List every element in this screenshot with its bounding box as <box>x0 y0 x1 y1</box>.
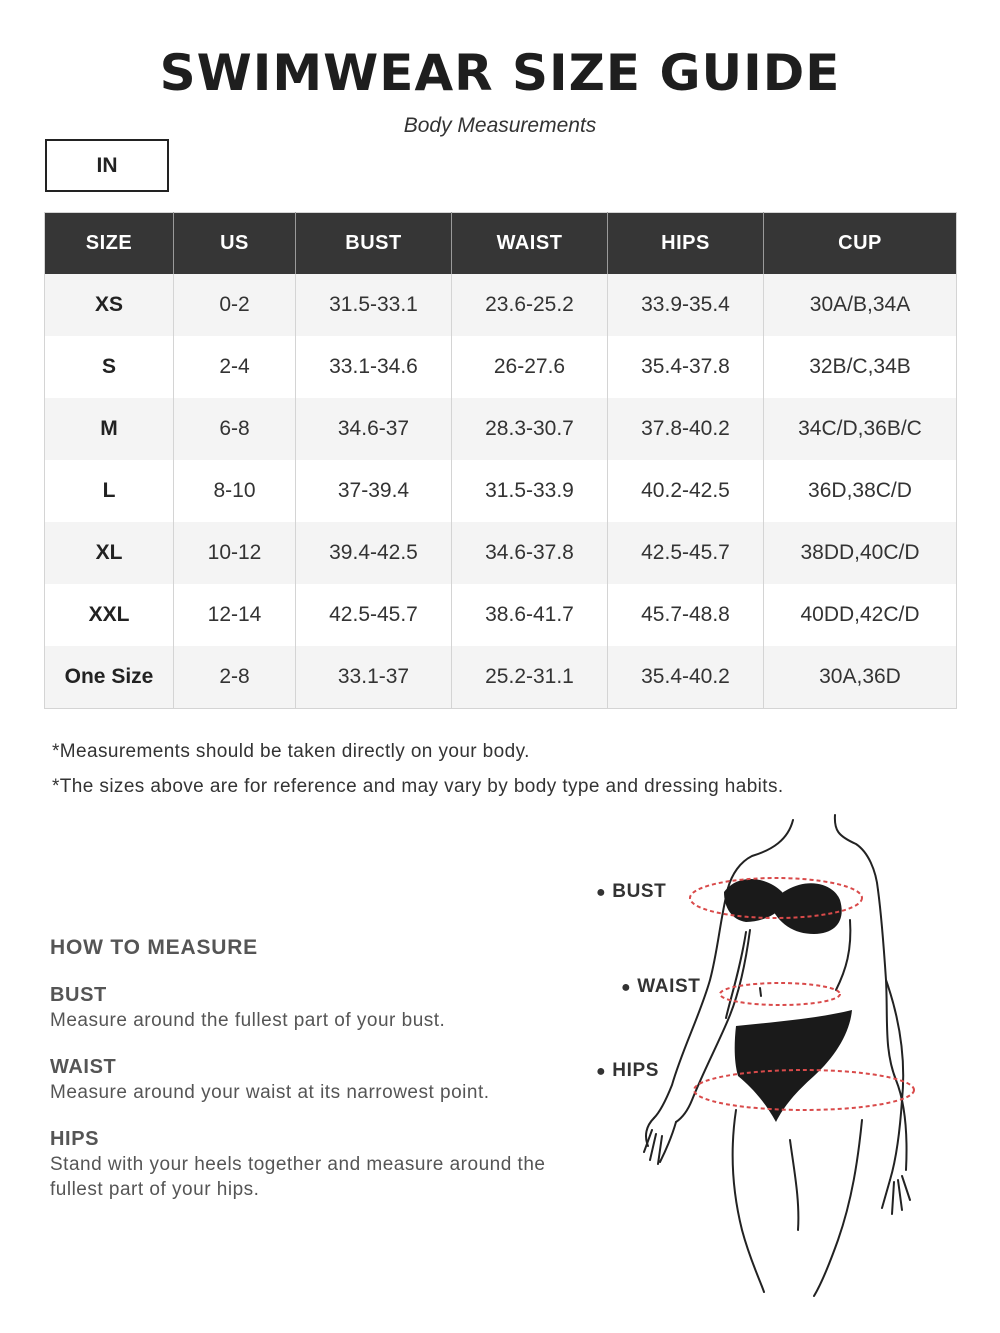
cell-hips: 45.7-48.8 <box>608 584 764 646</box>
figure-label-bust: ● BUST <box>596 881 667 902</box>
page-title: SWIMWEAR SIZE GUIDE <box>159 44 841 102</box>
cell-us: 12-14 <box>174 584 296 646</box>
cell-bust: 37-39.4 <box>296 460 452 522</box>
cell-waist: 28.3-30.7 <box>452 398 608 460</box>
cell-bust: 34.6-37 <box>296 398 452 460</box>
cell-size: L <box>45 460 174 522</box>
cell-cup: 40DD,42C/D <box>764 584 957 646</box>
cell-us: 0-2 <box>174 274 296 336</box>
table-header-row <box>45 213 957 275</box>
cell-us: 8-10 <box>174 460 296 522</box>
cell-size: S <box>45 336 174 398</box>
bullet-icon: ● <box>596 884 607 901</box>
table-row <box>45 584 957 646</box>
cell-size: One Size <box>45 646 174 709</box>
cell-size: XL <box>45 522 174 584</box>
cell-bust: 39.4-42.5 <box>296 522 452 584</box>
cell-cup: 34C/D,36B/C <box>764 398 957 460</box>
cell-hips: 37.8-40.2 <box>608 398 764 460</box>
cell-waist: 23.6-25.2 <box>452 274 608 336</box>
cell-hips: 42.5-45.7 <box>608 522 764 584</box>
cell-hips: 33.9-35.4 <box>608 274 764 336</box>
body-measurement-illustration <box>600 800 940 1300</box>
table-row <box>45 646 957 709</box>
cell-bust: 33.1-34.6 <box>296 336 452 398</box>
cell-bust: 42.5-45.7 <box>296 584 452 646</box>
cell-hips: 35.4-37.8 <box>608 336 764 398</box>
header-waist: WAIST <box>452 213 608 275</box>
cell-size: M <box>45 398 174 460</box>
cell-cup: 32B/C,34B <box>764 336 957 398</box>
cell-waist: 26-27.6 <box>452 336 608 398</box>
cell-cup: 30A,36D <box>764 646 957 709</box>
unit-toggle-button[interactable]: IN <box>45 139 169 192</box>
header-cup: CUP <box>764 213 957 275</box>
bullet-icon: ● <box>596 1063 607 1080</box>
header-size: SIZE <box>45 213 174 275</box>
bust-description: Measure around the fullest part of your bust. <box>50 1010 446 1031</box>
cell-us: 10-12 <box>174 522 296 584</box>
cell-bust: 33.1-37 <box>296 646 452 709</box>
cell-size: XS <box>45 274 174 336</box>
table-row <box>45 398 957 460</box>
table-row <box>45 336 957 398</box>
swimsuit <box>724 879 852 1122</box>
cell-us: 2-8 <box>174 646 296 709</box>
cell-waist: 25.2-31.1 <box>452 646 608 709</box>
cell-us: 6-8 <box>174 398 296 460</box>
cell-bust: 31.5-33.1 <box>296 274 452 336</box>
cell-cup: 30A/B,34A <box>764 274 957 336</box>
table-row <box>45 274 957 336</box>
note-reference-sizes: *The sizes above are for reference and may vary by body type and dressing habits. <box>52 776 784 797</box>
bullet-icon: ● <box>621 979 632 996</box>
cell-waist: 38.6-41.7 <box>452 584 608 646</box>
table-row <box>45 460 957 522</box>
table-row <box>45 522 957 584</box>
figure-label-hips: ● HIPS <box>596 1060 660 1081</box>
header-us: US <box>174 213 296 275</box>
hips-description: Stand with your heels together and measure around the fullest part of your hips. <box>50 1154 546 1200</box>
cell-waist: 31.5-33.9 <box>452 460 608 522</box>
header-hips: HIPS <box>608 213 764 275</box>
bikini-bottom <box>735 1010 852 1122</box>
size-chart-table <box>44 212 957 709</box>
waist-description: Measure around your waist at its narrowest point. <box>50 1082 490 1103</box>
page-subtitle: Body Measurements <box>403 114 597 137</box>
cell-size: XXL <box>45 584 174 646</box>
bust-heading: BUST <box>50 984 107 1006</box>
cell-us: 2-4 <box>174 336 296 398</box>
how-to-measure-title: HOW TO MEASURE <box>50 936 258 959</box>
cell-hips: 40.2-42.5 <box>608 460 764 522</box>
cell-cup: 36D,38C/D <box>764 460 957 522</box>
header-bust: BUST <box>296 213 452 275</box>
hips-heading: HIPS <box>50 1128 100 1150</box>
cell-cup: 38DD,40C/D <box>764 522 957 584</box>
cell-waist: 34.6-37.8 <box>452 522 608 584</box>
cell-hips: 35.4-40.2 <box>608 646 764 709</box>
figure-label-waist: ● WAIST <box>621 976 701 997</box>
note-measure-on-body: *Measurements should be taken directly on your body. <box>52 741 530 762</box>
waist-heading: WAIST <box>50 1056 117 1078</box>
